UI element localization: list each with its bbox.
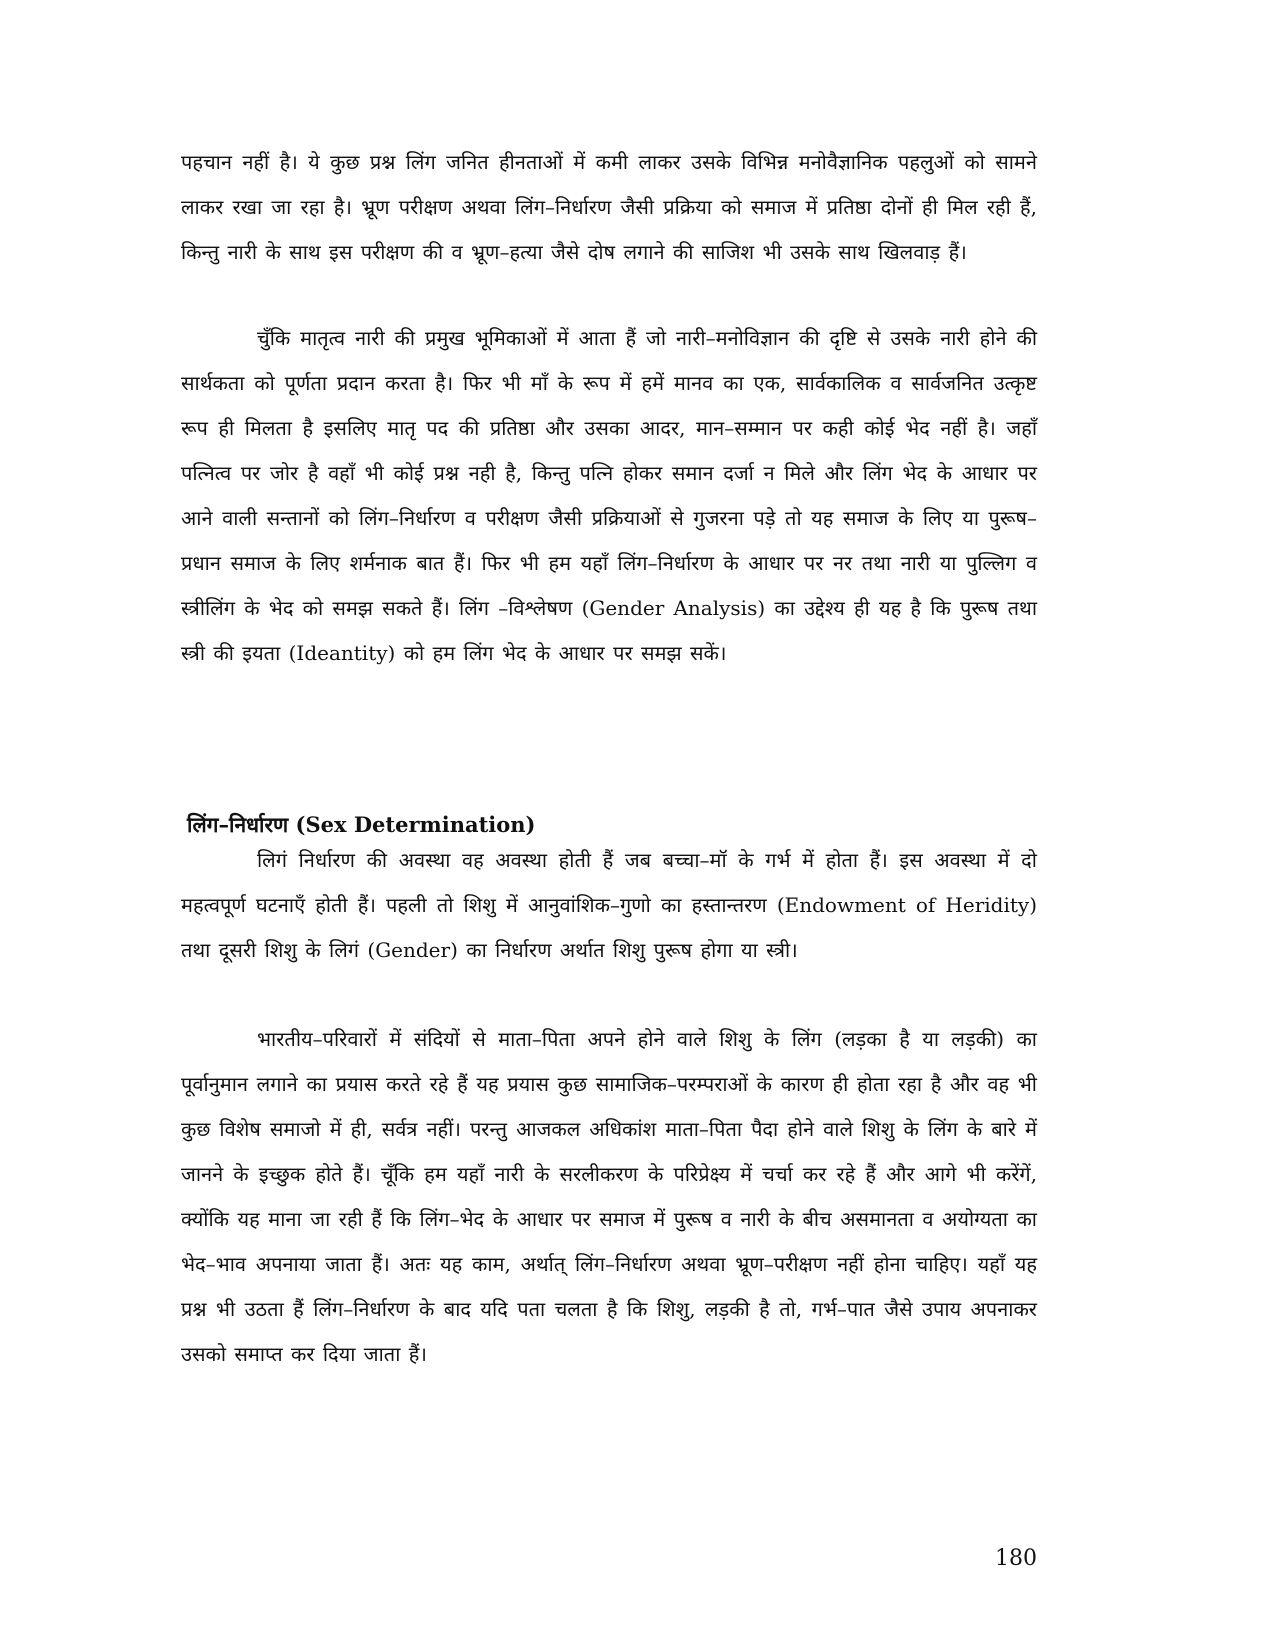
paragraph-continuation: पहचान नहीं है। ये कुछ प्रश्न लिंग जनित हीनताओं में कमी लाकर उसके विभिन्न मनोवैज्ञानिक पहलुओं को सामने लाकर रखा जा रहा है। भ्रूण परीक्षण अथवा लिंग–निर्धारण जैसी प्रक्रिया को समाज में प्रतिष्ठा दोनों ही मिल रही हैं, किन्तु नारी के साथ इस परीक्षण की व भ्रूण–हत्या जैसे दोष लगाने की साजिश भी उसके साथ खिलवाड़ हैं।: [181, 150, 1037, 264]
paragraph-sex-determination: लिगं निर्धारण की अवस्था वह अवस्था होती हैं जब बच्चा–मॉ के गर्भ में होता हैं। इस अवस्था में दो महत्वपूर्ण घटनाएँ होती हैं। पहली तो शिशु में आनुवांशिक–गुणो का हस्तान्तरण (Endowment of Heridity) तथा दूसरी शिशु के लिगं (Gender) का निर्धारण अर्थात शिशु पुरूष होगा या स्त्री।: [181, 848, 1037, 962]
paragraph-motherhood: चुँकि मातृत्व नारी की प्रमुख भूमिकाओं में आता हैं जो नारी–मनोविज्ञान की दृष्टि से उसके नारी होने की सार्थकता को पूर्णता प्रदान करता है। फिर भी माँ के रूप में हमें मानव का एक, सार्वकालिक व सार्वजनित उत्कृष्ट रूप ही मिलता है इसलिए मातृ पद की प्रतिष्ठा और उसका आदर, मान–सम्मान पर कही कोई भेद नहीं है। जहाँ पत्नित्व पर जोर है वहाँ भी कोई प्रश्न नही है, किन्तु पत्नि होकर समान दर्जा न मिले और लिंग भेद के आधार पर आने वाली सन्तानों को लिंग–निर्धारण व परीक्षण जैसी प्रक्रियाओं से गुजरना पड़े तो यह समाज के लिए या पुरूष–प्रधान समाज के लिए शर्मनाक बात हैं। फिर भी हम यहाँ लिंग–निर्धारण के आधार पर नर तथा नारी या पुल्लिग व स्त्रीलिंग के भेद को समझ सकते हैं। लिंग –विश्लेषण (Gender Analysis) का उद्देश्य ही यह है कि पुरूष तथा स्त्री की इयता (Ideantity) को हम लिंग भेद के आधार पर समझ सकें।: [181, 326, 1037, 665]
page-number: 180: [995, 1546, 1037, 1571]
paragraph-indian-families: भारतीय–परिवारों में संदियों से माता–पिता अपने होने वाले शिशु के लिंग (लड़का है या लड़की) का पूर्वानुमान लगाने का प्रयास करते रहे हैं यह प्रयास कुछ सामाजिक–परम्पराओं के कारण ही होता रहा है और वह भी कुछ विशेष समाजो में ही, सर्वत्र नहीं। परन्तु आजकल अधिकांश माता–पिता पैदा होने वाले शिशु के लिंग के बारे में जानने के इच्छुक होते हैं। चूँकि हम यहाँ नारी के सरलीकरण के परिप्रेक्ष्य में चर्चा कर रहे हैं और आगे भी करेंगें, क्योंकि यह माना जा रही हैं कि लिंग–भेद के आधार पर समाज में पुरूष व नारी के बीच असमानता व अयोग्यता का भेद–भाव अपनाया जाता हैं। अतः यह काम, अर्थात् लिंग–निर्धारण अथवा भ्रूण–परीक्षण नहीं होना चाहिए। यहाँ यह प्रश्न भी उठता हैं लिंग–निर्धारण के बाद यदि पता चलता है कि शिशु, लड़की है तो, गर्भ–पात जैसे उपाय अपनाकर उसको समाप्त कर दिया जाता हैं।: [181, 1027, 1037, 1366]
section-heading: लिंग–निर्धारण (Sex Determination): [187, 812, 536, 837]
